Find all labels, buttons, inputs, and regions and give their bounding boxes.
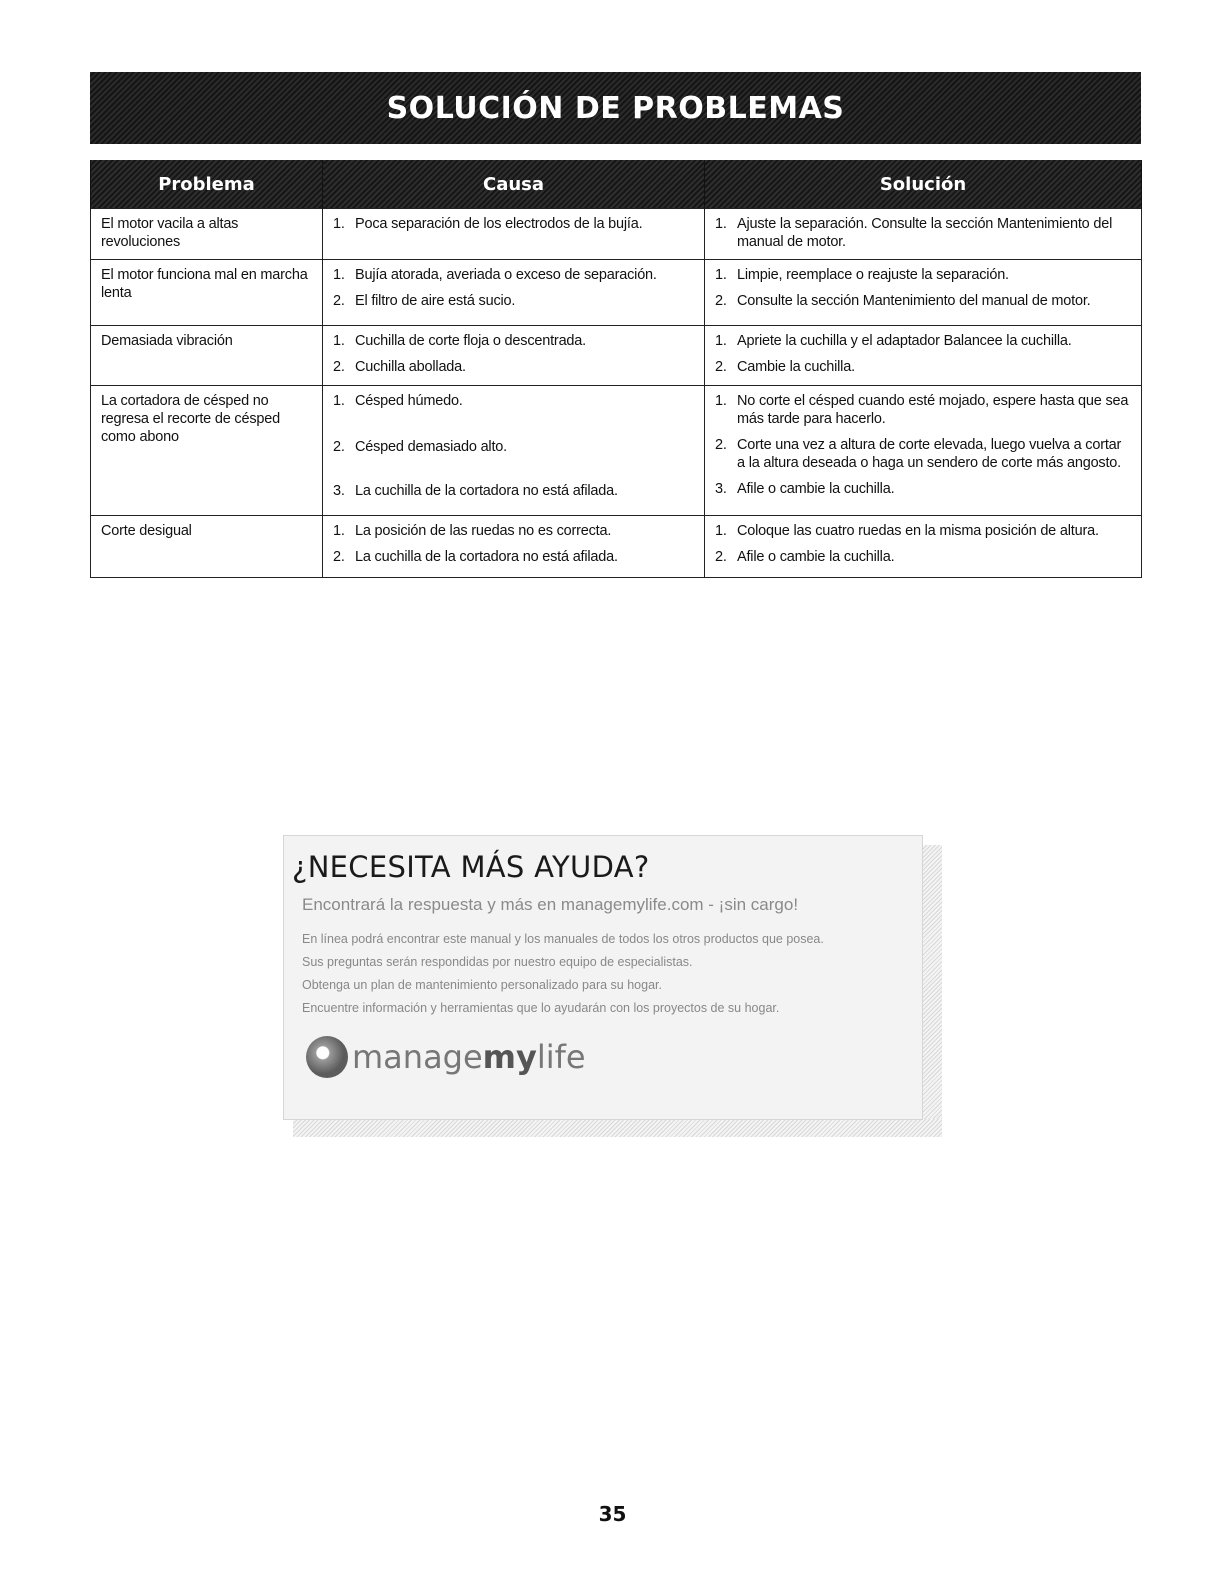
solution-item: 1. Limpie, reemplace o reajuste la separación. (715, 267, 1009, 283)
help-line: Sus preguntas serán respondidas por nuestro equipo de especialistas. (302, 955, 693, 969)
logo-circle-icon (306, 1036, 348, 1078)
solution-cell (705, 516, 1142, 578)
table-row (91, 516, 1142, 578)
solution-item: 2. Consulte la sección Mantenimiento del manual de motor. (715, 293, 1091, 309)
help-line: Obtenga un plan de mantenimiento personalizado para su hogar. (302, 978, 662, 992)
header-solution: Solución (705, 160, 1142, 209)
problem-cell: Demasiada vibración (91, 326, 323, 386)
solution-cell (705, 260, 1142, 326)
page-number: 35 (598, 1502, 627, 1526)
solution-item: 1. Apriete la cuchilla y el adaptador Balancee la cuchilla. (715, 333, 1072, 349)
cause-item: 1. La posición de las ruedas no es correcta. (333, 523, 612, 539)
cause-item: 1. Bujía atorada, averiada o exceso de separación. (333, 267, 657, 283)
cause-item: 1. Poca separación de los electrodos de la bujía. (333, 216, 643, 232)
table-row (91, 386, 1142, 516)
help-line: Encuentre información y herramientas que lo ayudarán con los proyectos de su hogar. (302, 1001, 780, 1015)
cause-cell (323, 326, 705, 386)
help-box (283, 835, 923, 1120)
help-subtitle: Encontrará la respuesta y más en managemylife.com - ¡sin cargo! (302, 895, 799, 914)
cause-item: 2. Césped demasiado alto. (333, 439, 507, 455)
table-header-row (91, 160, 1142, 209)
solution-item: 1. Coloque las cuatro ruedas en la misma posición de altura. (715, 523, 1099, 539)
solution-cell (705, 386, 1142, 516)
page-title: SOLUCIÓN DE PROBLEMAS (386, 90, 845, 126)
cause-item: 1. Cuchilla de corte floja o descentrada. (333, 333, 586, 349)
help-box-shadow (922, 845, 942, 1137)
troubleshooting-table (90, 160, 1142, 578)
solution-cell (705, 209, 1142, 260)
solution-item: 1. Ajuste la separación. Consulte la sección Mantenimiento del manual de motor. (715, 216, 1113, 250)
problem-cell: El motor vacila a altas revoluciones (91, 209, 323, 260)
cause-cell (323, 516, 705, 578)
help-title: ¿NECESITA MÁS AYUDA? (292, 850, 650, 884)
title-banner (90, 72, 1141, 144)
problem-cell: La cortadora de césped no regresa el recorte de césped como abono (91, 386, 323, 516)
help-box-shadow (293, 1119, 942, 1137)
problem-cell: El motor funciona mal en marcha lenta (91, 260, 323, 326)
solution-cell (705, 326, 1142, 386)
cause-item: 2. La cuchilla de la cortadora no está afilada. (333, 549, 618, 565)
logo-text: managemylife (352, 1038, 586, 1076)
cause-item: 1. Césped húmedo. (333, 393, 463, 409)
header-cause: Causa (323, 160, 705, 209)
cause-item: 2. El filtro de aire está sucio. (333, 293, 516, 309)
solution-item: 2. Corte una vez a altura de corte elevada, luego vuelva a cortar a la altura deseada o haga un sendero de corte más angosto. (715, 437, 1122, 471)
solution-item: 3. Afile o cambie la cuchilla. (715, 481, 895, 497)
cause-cell (323, 209, 705, 260)
table-row (91, 326, 1142, 386)
solution-item: 2. Cambie la cuchilla. (715, 359, 855, 375)
help-lines (302, 932, 824, 1024)
problem-cell: Corte desigual (91, 516, 323, 578)
table-row (91, 260, 1142, 326)
cause-item: 3. La cuchilla de la cortadora no está afilada. (333, 483, 618, 499)
cause-cell (323, 386, 705, 516)
help-line: En línea podrá encontrar este manual y los manuales de todos los otros productos que posea. (302, 932, 824, 946)
solution-item: 1. No corte el césped cuando esté mojado, espere hasta que sea más tarde para hacerlo. (715, 393, 1129, 427)
solution-item: 2. Afile o cambie la cuchilla. (715, 549, 895, 565)
header-problem: Problema (91, 160, 323, 209)
cause-item: 2. Cuchilla abollada. (333, 359, 466, 375)
table-row (91, 209, 1142, 260)
managemylife-logo (306, 1036, 586, 1078)
cause-cell (323, 260, 705, 326)
